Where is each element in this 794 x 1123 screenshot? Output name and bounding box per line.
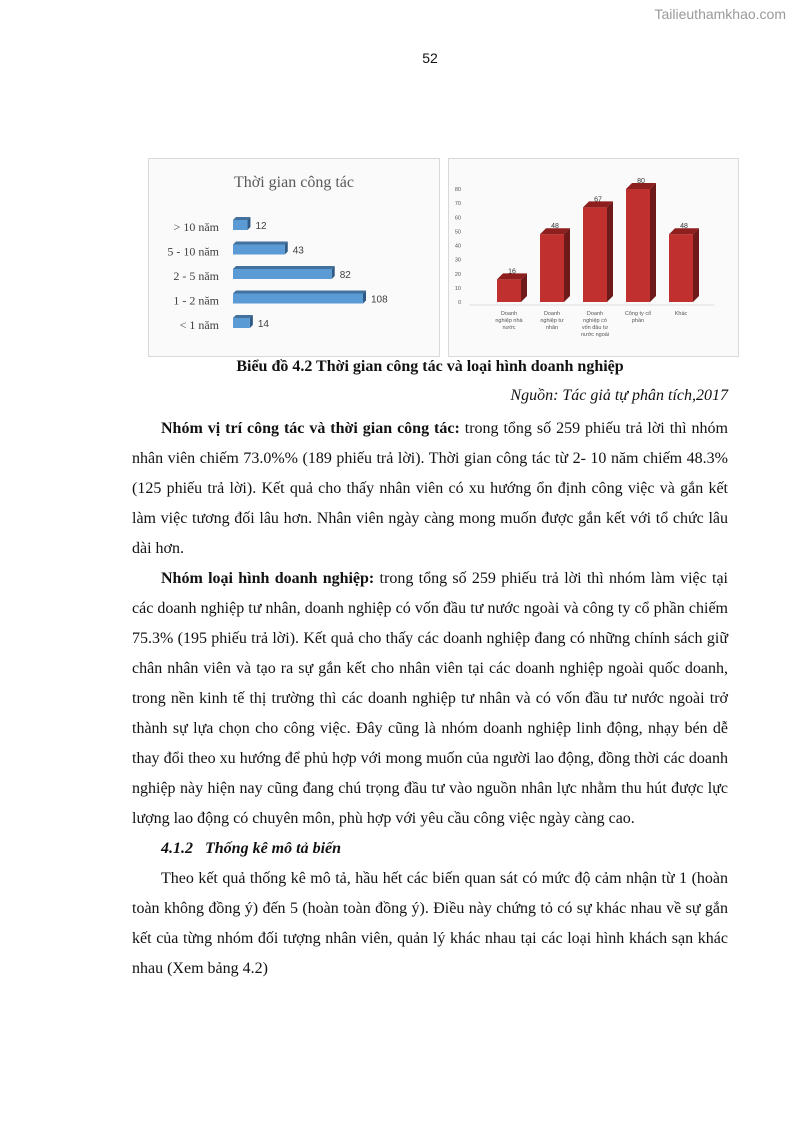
chart-enterprise-type (448, 158, 739, 357)
data-label: 67 (594, 196, 602, 204)
y-tick-label: 70 (454, 201, 461, 208)
bar (233, 294, 363, 304)
bar-top (233, 242, 288, 245)
y-tick-label: 60 (454, 215, 461, 222)
category-label: 5 - 10 năm (167, 244, 219, 259)
data-label: 80 (637, 178, 645, 185)
data-label: 108 (371, 294, 388, 306)
category-label: nghiệp nhà (495, 318, 523, 324)
bar (583, 207, 607, 302)
paragraph (132, 414, 728, 564)
y-tick-label: 0 (457, 300, 461, 306)
category-label: 2 - 5 năm (173, 269, 219, 283)
bar-top (233, 315, 253, 318)
bar-side (650, 183, 656, 302)
data-label: 82 (339, 270, 351, 281)
data-label: 43 (292, 245, 304, 257)
category-label: phần (631, 318, 645, 324)
data-label: 14 (257, 319, 269, 330)
category-label: < 1 năm (179, 318, 219, 332)
bar-side (564, 228, 570, 302)
bar (233, 220, 247, 230)
data-label: 48 (551, 223, 559, 231)
category-label: vốn đầu tư (581, 325, 609, 331)
bar (233, 245, 285, 255)
y-tick-label: 30 (454, 257, 461, 264)
category-label: Doanh (543, 311, 561, 317)
chart-work-duration (148, 158, 440, 357)
category-label: 1 - 2 năm (173, 293, 219, 308)
paragraph (132, 564, 728, 834)
paragraph-text: trong tổng số 259 phiếu trả lời thì nhóm nhân viên chiếm 73.0%% (189 phiếu trả lời). Thời gian công tác từ 2- 10 năm chiếm 48.3% (125 phiếu trả lời). Kết quả cho thấy nhân viên có xu hướng ổn định công việc và gắn kết làm việc tương đối lâu hơn. Nhân viên ngày càng mong muốn được gắn kết với tổ chức lâu dài hơn. (132, 420, 728, 557)
bar (540, 234, 564, 302)
y-tick-label: 50 (454, 229, 461, 236)
category-label: nhân (545, 325, 559, 331)
paragraph-lead: Nhóm vị trí công tác và thời gian công tác: (161, 420, 460, 437)
bar-side (607, 201, 613, 302)
bar (233, 318, 250, 328)
bar-top (233, 217, 250, 220)
chart-enterprise-type-svg (449, 159, 738, 356)
bar-side (693, 228, 699, 302)
figure-caption: Biểu đồ 4.2 Thời gian công tác và loại hình doanh nghiệp (236, 358, 624, 375)
y-tick-label: 10 (454, 285, 461, 292)
data-label: 16 (508, 268, 516, 276)
category-label: Doanh (500, 311, 518, 317)
section-heading: 4.1.2 Thống kê mô tả biến (161, 840, 342, 857)
data-label: 48 (680, 223, 688, 231)
category-label: > 10 năm (173, 220, 219, 234)
y-tick-label: 20 (454, 271, 461, 278)
y-tick-label: 80 (454, 187, 461, 193)
paragraph-text: trong tổng số 259 phiếu trả lời thì nhóm làm việc tại các doanh nghiệp tư nhân, doanh nghiệp có vốn đầu tư nước ngoài và công ty cổ phần chiếm 75.3% (195 phiếu trả lời). Kết quả cho thấy các doanh nghiệp đang có những chính sách giữ chân nhân viên và tạo ra sự gắn kết cho nhân viên tại các doanh nghiệp ngoài quốc doanh, trong nền kinh tế thị trường thì các doanh nghiệp tư nhân và có vốn đầu tư nước ngoài trở thành sự lựa chọn cho công việc. Đây cũng là nhóm doanh nghiệp linh động, nhạy bén dễ thay đổi theo xu hướng để phủ hợp với mong muốn của người lao động, đồng thời các doanh nghiệp này hiện nay cũng đang chú trọng đầu tư vào nguồn nhân lực nhằm thu hút được lực lượng lao động có chuyên môn, phù hợp với yêu cầu công việc ngày càng cao. (132, 570, 729, 827)
category-label: Doanh (586, 311, 604, 317)
category-label: Công ty cổ (624, 311, 652, 317)
data-label: 12 (255, 221, 267, 232)
body-text (132, 414, 728, 984)
paragraph: Theo kết quả thống kê mô tả, hầu hết các biến quan sát có mức độ cảm nhận từ 1 (hoàn toàn không đồng ý) đến 5 (hoàn toàn đồng ý). Điều này chứng tỏ có sự khác nhau về sự gắn kết của từng nhóm đối tượng nhân viên, quản lý khác nhau tại các loại hình khách sạn khác nhau (Xem bảng 4.2) (132, 870, 728, 977)
category-label: nghiệp tư (540, 318, 564, 324)
category-label: nước (502, 325, 516, 331)
page-number: 52 (422, 50, 438, 66)
watermark: Tailieuthamkhao.com (654, 6, 786, 22)
y-tick-label: 40 (454, 243, 461, 250)
chart-work-duration-svg (149, 159, 439, 356)
bar-top (233, 291, 366, 294)
category-label: nghiệp có (583, 318, 607, 324)
bar (626, 189, 650, 302)
bar (497, 279, 521, 302)
bar (233, 269, 332, 279)
paragraph-lead: Nhóm loại hình doanh nghiệp: (161, 570, 375, 587)
chart-title: Thời gian công tác (234, 174, 354, 191)
category-label: nước ngoài (580, 332, 610, 338)
bar-top (233, 266, 335, 269)
bar (669, 234, 693, 302)
category-label: Khác (674, 311, 688, 317)
figure-source: Nguồn: Tác giả tự phân tích,2017 (510, 387, 728, 404)
